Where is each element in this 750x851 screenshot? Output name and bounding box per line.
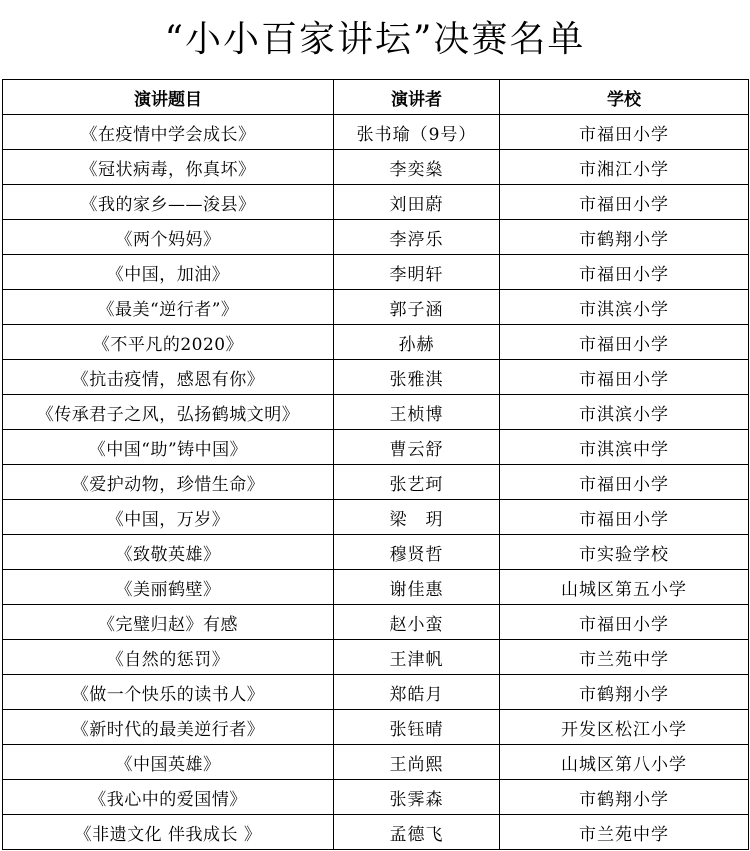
cell-school: 市鹤翔小学 bbox=[500, 675, 749, 710]
cell-school: 市福田小学 bbox=[500, 500, 749, 535]
table-row bbox=[3, 220, 749, 255]
cell-topic: 《中国，万岁》 bbox=[3, 500, 334, 535]
table-row bbox=[3, 325, 749, 360]
table-row bbox=[3, 395, 749, 430]
table-row bbox=[3, 535, 749, 570]
cell-school: 市福田小学 bbox=[500, 185, 749, 220]
table-header-row bbox=[3, 80, 749, 115]
cell-topic: 《新时代的最美逆行者》 bbox=[3, 710, 334, 745]
cell-topic: 《我的家乡——浚县》 bbox=[3, 185, 334, 220]
cell-topic: 《抗击疫情，感恩有你》 bbox=[3, 360, 334, 395]
table-row bbox=[3, 640, 749, 675]
table-row bbox=[3, 745, 749, 780]
cell-school: 市实验学校 bbox=[500, 535, 749, 570]
cell-speaker: 赵小蛮 bbox=[334, 605, 500, 640]
table-row bbox=[3, 570, 749, 605]
cell-school: 市兰苑中学 bbox=[500, 640, 749, 675]
cell-school: 市鹤翔小学 bbox=[500, 220, 749, 255]
finalist-table bbox=[2, 79, 749, 850]
cell-topic: 《不平凡的2020》 bbox=[3, 325, 334, 360]
table-body bbox=[3, 115, 749, 850]
header-speaker: 演讲者 bbox=[334, 80, 500, 115]
cell-speaker: 王尚熙 bbox=[334, 745, 500, 780]
cell-speaker: 曹云舒 bbox=[334, 430, 500, 465]
cell-school: 市福田小学 bbox=[500, 255, 749, 290]
cell-topic: 《在疫情中学会成长》 bbox=[3, 115, 334, 150]
cell-speaker: 刘田蔚 bbox=[334, 185, 500, 220]
header-topic: 演讲题目 bbox=[3, 80, 334, 115]
table-row bbox=[3, 255, 749, 290]
cell-school: 市淇滨中学 bbox=[500, 430, 749, 465]
table-row bbox=[3, 710, 749, 745]
cell-speaker: 郑皓月 bbox=[334, 675, 500, 710]
cell-topic: 《最美“逆行者”》 bbox=[3, 290, 334, 325]
cell-topic: 《致敬英雄》 bbox=[3, 535, 334, 570]
cell-speaker: 穆贤哲 bbox=[334, 535, 500, 570]
cell-speaker: 张艺珂 bbox=[334, 465, 500, 500]
cell-topic: 《非遗文化 伴我成长 》 bbox=[3, 815, 334, 850]
cell-school: 市淇滨小学 bbox=[500, 395, 749, 430]
cell-topic: 《中国英雄》 bbox=[3, 745, 334, 780]
cell-speaker: 张钰晴 bbox=[334, 710, 500, 745]
cell-school: 市福田小学 bbox=[500, 325, 749, 360]
cell-topic: 《自然的惩罚》 bbox=[3, 640, 334, 675]
cell-topic: 《我心中的爱国情》 bbox=[3, 780, 334, 815]
cell-school: 市湘江小学 bbox=[500, 150, 749, 185]
cell-speaker: 郭子涵 bbox=[334, 290, 500, 325]
cell-topic: 《爱护动物，珍惜生命》 bbox=[3, 465, 334, 500]
table-row bbox=[3, 675, 749, 710]
cell-school: 市福田小学 bbox=[500, 465, 749, 500]
table-row bbox=[3, 115, 749, 150]
table-row bbox=[3, 185, 749, 220]
cell-school: 市淇滨小学 bbox=[500, 290, 749, 325]
cell-topic: 《做一个快乐的读书人》 bbox=[3, 675, 334, 710]
cell-school: 市福田小学 bbox=[500, 360, 749, 395]
cell-school: 山城区第五小学 bbox=[500, 570, 749, 605]
cell-speaker: 张霁森 bbox=[334, 780, 500, 815]
cell-school: 市福田小学 bbox=[500, 605, 749, 640]
table-row bbox=[3, 360, 749, 395]
cell-school: 市福田小学 bbox=[500, 115, 749, 150]
table-row bbox=[3, 290, 749, 325]
cell-topic: 《完璧归赵》有感 bbox=[3, 605, 334, 640]
cell-school: 山城区第八小学 bbox=[500, 745, 749, 780]
table-row bbox=[3, 780, 749, 815]
cell-speaker: 孙赫 bbox=[334, 325, 500, 360]
cell-topic: 《中国，加油》 bbox=[3, 255, 334, 290]
cell-school: 市兰苑中学 bbox=[500, 815, 749, 850]
table-row bbox=[3, 500, 749, 535]
cell-speaker: 谢佳惠 bbox=[334, 570, 500, 605]
cell-speaker: 李渟乐 bbox=[334, 220, 500, 255]
cell-topic: 《美丽鹤壁》 bbox=[3, 570, 334, 605]
header-school: 学校 bbox=[500, 80, 749, 115]
cell-speaker: 李奕燊 bbox=[334, 150, 500, 185]
cell-topic: 《冠状病毒，你真坏》 bbox=[3, 150, 334, 185]
cell-school: 开发区松江小学 bbox=[500, 710, 749, 745]
table-row bbox=[3, 150, 749, 185]
table-row bbox=[3, 430, 749, 465]
cell-speaker: 梁 玥 bbox=[334, 500, 500, 535]
cell-speaker: 王津帆 bbox=[334, 640, 500, 675]
table-row bbox=[3, 465, 749, 500]
cell-school: 市鹤翔小学 bbox=[500, 780, 749, 815]
cell-topic: 《传承君子之风，弘扬鹤城文明》 bbox=[3, 395, 334, 430]
cell-speaker: 王桢博 bbox=[334, 395, 500, 430]
table-row bbox=[3, 605, 749, 640]
cell-topic: 《两个妈妈》 bbox=[3, 220, 334, 255]
table-row bbox=[3, 815, 749, 850]
cell-speaker: 孟德飞 bbox=[334, 815, 500, 850]
cell-topic: 《中国“助”铸中国》 bbox=[3, 430, 334, 465]
page-title: “小小百家讲坛”决赛名单 bbox=[164, 19, 586, 60]
cell-speaker: 张雅淇 bbox=[334, 360, 500, 395]
cell-speaker: 李明轩 bbox=[334, 255, 500, 290]
cell-speaker: 张书瑜（9号） bbox=[334, 115, 500, 150]
